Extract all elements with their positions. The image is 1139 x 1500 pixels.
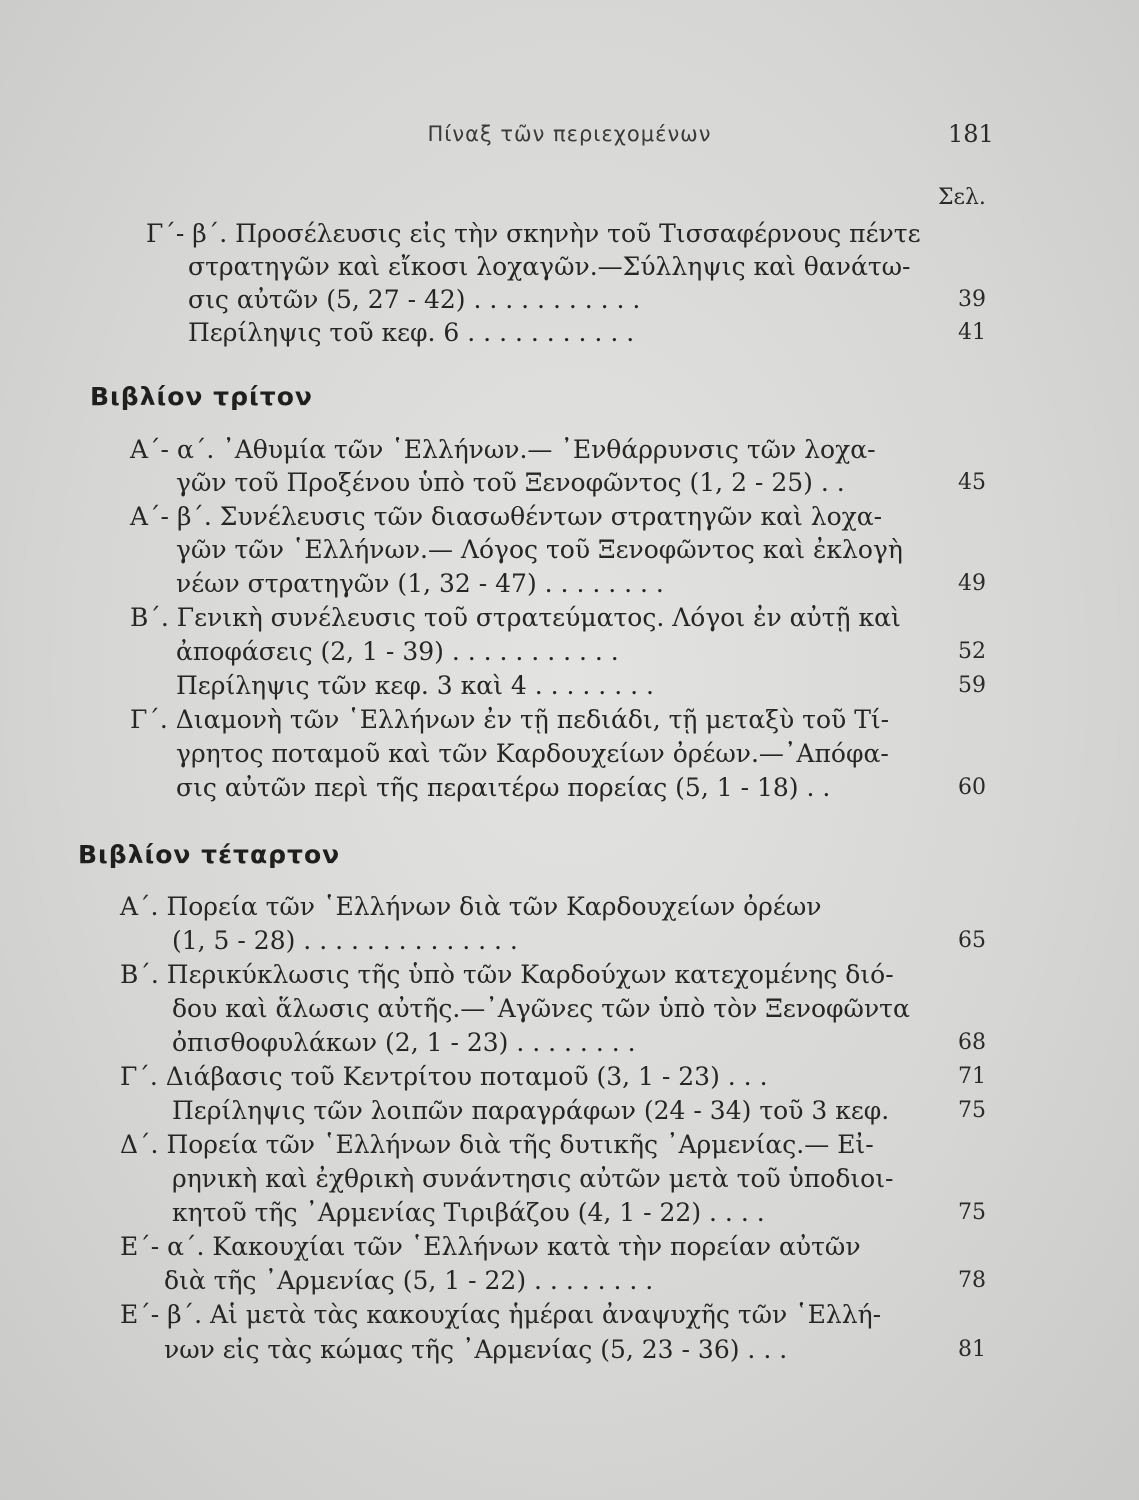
toc-entry-line: Γ΄- β΄. Προσέλευσις εἰς τὴν σκηνὴν τοῦ Τισσαφέρνους πέντε	[146, 219, 921, 248]
toc-page-number: 59	[958, 673, 986, 698]
toc-entry-line: Α΄- β΄. Συνέλευσις τῶν διασωθέντων στρατηγῶν καὶ λοχα-	[130, 502, 883, 531]
toc-entry-line: σις αὐτῶν (5, 27 - 42) . . . . . . . . . . .	[188, 285, 641, 314]
toc-page-number: 65	[958, 928, 986, 953]
toc-entry-line: ρηνικὴ καὶ ἐχθρικὴ συνάντησις αὐτῶν μετὰ τοῦ ὑποδιοι-	[172, 1164, 894, 1193]
toc-entry-line: κητοῦ τῆς ᾿Αρμενίας Τιριβάζου (4, 1 - 22) . . . .	[172, 1198, 765, 1227]
toc-page-number: 71	[958, 1064, 986, 1089]
toc-page-number: 75	[958, 1200, 986, 1225]
running-header: Πίναξ τῶν περιεχομένων	[427, 122, 712, 146]
toc-page-number: 41	[958, 320, 986, 345]
toc-entry-line: Δ΄. Πορεία τῶν ῾Ελλήνων διὰ τῆς δυτικῆς ᾿Αρμενίας.— Εἰ-	[120, 1130, 874, 1159]
toc-entry-line: Περίληψις τῶν κεφ. 3 καὶ 4 . . . . . . . .	[176, 671, 654, 700]
toc-entry-line: Ε΄- α΄. Κακουχίαι τῶν ῾Ελλήνων κατὰ τὴν πορείαν αὐτῶν	[120, 1232, 861, 1261]
toc-entry-line: (1, 5 - 28) . . . . . . . . . . . . . .	[172, 926, 518, 955]
toc-entry-line: Α΄. Πορεία τῶν ῾Ελλήνων διὰ τῶν Καρδουχείων ὀρέων	[120, 892, 822, 921]
toc-entry-line: δου καὶ ἅλωσις αὐτῆς.—᾿Αγῶνες τῶν ὑπὸ τὸν Ξενοφῶντα	[172, 994, 910, 1023]
toc-entry-line: σις αὐτῶν περὶ τῆς περαιτέρω πορείας (5, 1 - 18) . .	[176, 773, 831, 802]
toc-entry-line: Α΄- α΄. ᾿Αθυμία τῶν ῾Ελλήνων.— ᾿Ενθάρρυνσις τῶν λοχα-	[130, 435, 876, 464]
toc-entry-line: νων εἰς τὰς κώμας τῆς ᾿Αρμενίας (5, 23 - 36) . . .	[164, 1335, 788, 1364]
toc-entry-line: Περίληψις τοῦ κεφ. 6 . . . . . . . . . . .	[188, 318, 635, 347]
toc-entry-line: ἀποφάσεις (2, 1 - 39) . . . . . . . . . . .	[176, 637, 619, 666]
toc-entry-line: Β΄. Περικύκλωσις τῆς ὑπὸ τῶν Καρδούχων κατεχομένης διό-	[120, 960, 894, 989]
toc-page-number: 49	[958, 571, 986, 596]
page-column-label: Σελ.	[938, 185, 986, 210]
toc-page-number: 45	[958, 470, 986, 495]
toc-entry-line: ὀπισθοφυλάκων (2, 1 - 23) . . . . . . . .	[172, 1028, 636, 1057]
toc-entry-line: Γ΄. Διάβασις τοῦ Κεντρίτου ποταμοῦ (3, 1 - 23) . . .	[120, 1062, 768, 1091]
toc-entry-line: στρατηγῶν καὶ εἴκοσι λοχαγῶν.—Σύλληψις καὶ θανάτω-	[188, 252, 911, 281]
toc-entry-line: γρητος ποταμοῦ καὶ τῶν Καρδουχείων ὀρέων.—᾿Απόφα-	[176, 739, 889, 768]
toc-page-number: 68	[958, 1030, 986, 1055]
toc-entry-line: διὰ τῆς ᾿Αρμενίας (5, 1 - 22) . . . . . . . .	[164, 1266, 654, 1295]
toc-entry-line: νέων στρατηγῶν (1, 32 - 47) . . . . . . . .	[176, 569, 664, 598]
toc-page-number: 81	[958, 1337, 986, 1362]
toc-entry-line: Ε΄- β΄. Αἱ μετὰ τὰς κακουχίας ἡμέραι ἀναψυχῆς τῶν ῾Ελλή-	[120, 1300, 882, 1329]
toc-page-number: 75	[958, 1098, 986, 1123]
toc-page-number: 60	[958, 775, 986, 800]
toc-entry-line: γῶν τῶν ῾Ελλήνων.— Λόγος τοῦ Ξενοφῶντος καὶ ἐκλογὴ	[176, 535, 903, 564]
toc-page-number: 52	[958, 639, 986, 664]
toc-entry-line: γῶν τοῦ Προξένου ὑπὸ τοῦ Ξενοφῶντος (1, 2 - 25) . .	[176, 468, 845, 497]
toc-entry-line: Γ΄. Διαμονὴ τῶν ῾Ελλήνων ἐν τῇ πεδιάδι, τῇ μεταξὺ τοῦ Τί-	[130, 705, 890, 734]
page-number: 181	[948, 120, 994, 148]
section-heading: Βιβλίον τρίτον	[90, 382, 313, 411]
toc-page-number: 39	[958, 287, 986, 312]
toc-page-number: 78	[958, 1268, 986, 1293]
toc-entry-line: Περίληψις τῶν λοιπῶν παραγράφων (24 - 34) τοῦ 3 κεφ.	[172, 1096, 890, 1125]
toc-entry-line: Β΄. Γενικὴ συνέλευσις τοῦ στρατεύματος. Λόγοι ἐν αὐτῇ καὶ	[130, 603, 901, 632]
section-heading: Βιβλίον τέταρτον	[78, 840, 341, 869]
